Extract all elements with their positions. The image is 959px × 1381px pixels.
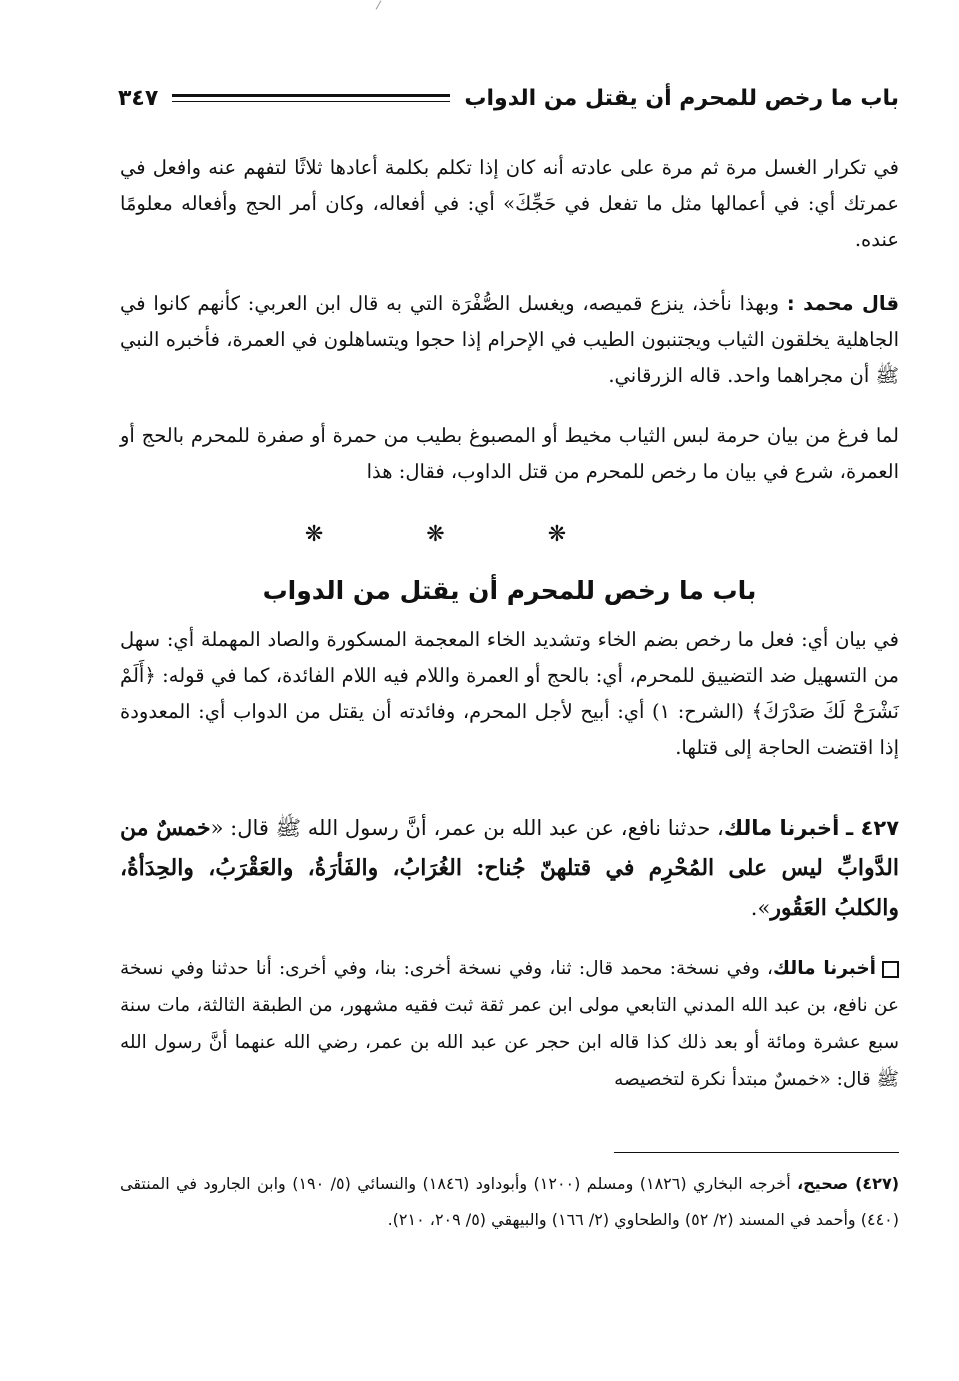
hadith-narrator: أخبرنا مالك — [723, 816, 840, 840]
paragraph-2 — [120, 286, 899, 394]
footnote — [120, 1166, 899, 1238]
commentary — [120, 950, 899, 1098]
running-header — [118, 78, 899, 118]
section-separator: ❋ ❋ ❋ — [304, 522, 615, 547]
commentary-lead: أخبرنا مالك — [773, 958, 876, 979]
page-number: ٣٤٧ — [118, 85, 159, 111]
chapter-title: باب ما رخص للمحرم أن يقتل من الدواب — [262, 576, 757, 605]
paragraph-2-text: وبهذا نأخذ، ينزع قميصه، ويغسل الصُّفْرَة التي به قال ابن العربي: كأنهم كانوا في الجاهلية يخلقون الثياب ويجتنبون الطيب في الإحرام إذا حجوا ويتساهلون في العمرة، فأخبره النبي ﷺ أن مجراهما واحد. قاله الزرقاني. — [120, 292, 899, 387]
paragraph-4: في بيان أي: فعل ما رخص بضم الخاء وتشديد الخاء المعجمة المسكورة والصاد المهملة أي: سهل من التسهيل ضد التضييق للمحرم، أي: بالحج أو العمرة واللام فيه اللام الفائدة، كما في قوله: ﴿أَلَمْ نَشْرَحْ لَكَ صَدْرَكَ﴾ (الشرح: ١) أي: أبيح لأجل المحرم، وفائدته أن يقتل من الدواب أي: المعدودة إذا اقتضت الحاجة إلى قتلها. — [120, 628, 899, 759]
commentary-text: ، وفي نسخة: محمد قال: ثنا، وفي نسخة أخرى: بنا، وفي أخرى: أنا حدثنا وفي نسخة عن نافع، بن عبد الله المدني التابعي مولى ابن عمر ثقة ثبت فقيه مشهور، من الطبقة الثالثة، مات سنة سبع عشرة ومائة أو بعد ذلك كذا قاله ابن حجر عن عبد الله بن عمر، رضي الله عنهما أنَّ رسول الله ﷺ قال: «خمسٌ مبتدأ نكرة لتخصيصه — [120, 958, 899, 1090]
paragraph-1: في تكرار الغسل مرة ثم مرة على عادته أنه كان إذا تكلم بكلمة أعادها ثلاثًا لتفهم عنه وافعل في عمرتك أي: في أعمالها مثل ما تفعل في حَجِّكَ» أي: في أفعاله، وكان أمر الحج وأفعاله معلومًا عنده. — [120, 156, 899, 251]
hadith-427 — [120, 808, 899, 928]
footnote-text: أخرجه البخاري (١٨٢٦) ومسلم (١٢٠٠) وأبوداود (١٨٤٦) والنسائي (٥/ ١٩٠) وابن الجارود في المنتقى (٤٤٠) وأحمد في المسند (٢/ ٥٢) والطحاوي (٢/ ١٦٦) والبيهقي (٥/ ٢٠٩، ٢١٠). — [120, 1174, 899, 1229]
paragraph-3: لما فرغ من بيان حرمة لبس الثياب مخيط أو المصبوغ بطيب من حمرة أو صفرة للمحرم بالحج أو العمرة، شرع في بيان ما رخص للمحرم من قتل الداوب، فقال: هذا — [120, 424, 899, 483]
footnote-head: (٤٢٧) صحيح، — [797, 1174, 900, 1193]
paragraph-2-lead: قال محمد : — [786, 292, 899, 315]
running-title: باب ما رخص للمحرم أن يقتل من الدواب — [464, 85, 899, 111]
hadith-isnad: ، حدثنا نافع، عن عبد الله بن عمر، أنَّ رسول الله ﷺ قال: « — [210, 816, 724, 840]
scan-speck — [376, 0, 382, 9]
hadith-matn: خمسٌ من الدَّوابِّ ليس على المُحْرِم في قتلهنّ جُناح: الغُرَابُ، والفَأرَةُ، والعَقْرَبُ، والحِدَأةُ، والكلبُ العَقُور — [120, 815, 899, 921]
hadith-number: ٤٢٧ ـ — [846, 816, 900, 840]
footnote-rule — [614, 1152, 899, 1153]
hadith-close: ». — [750, 896, 771, 920]
header-rule — [172, 94, 450, 102]
box-marker-icon — [882, 961, 899, 978]
